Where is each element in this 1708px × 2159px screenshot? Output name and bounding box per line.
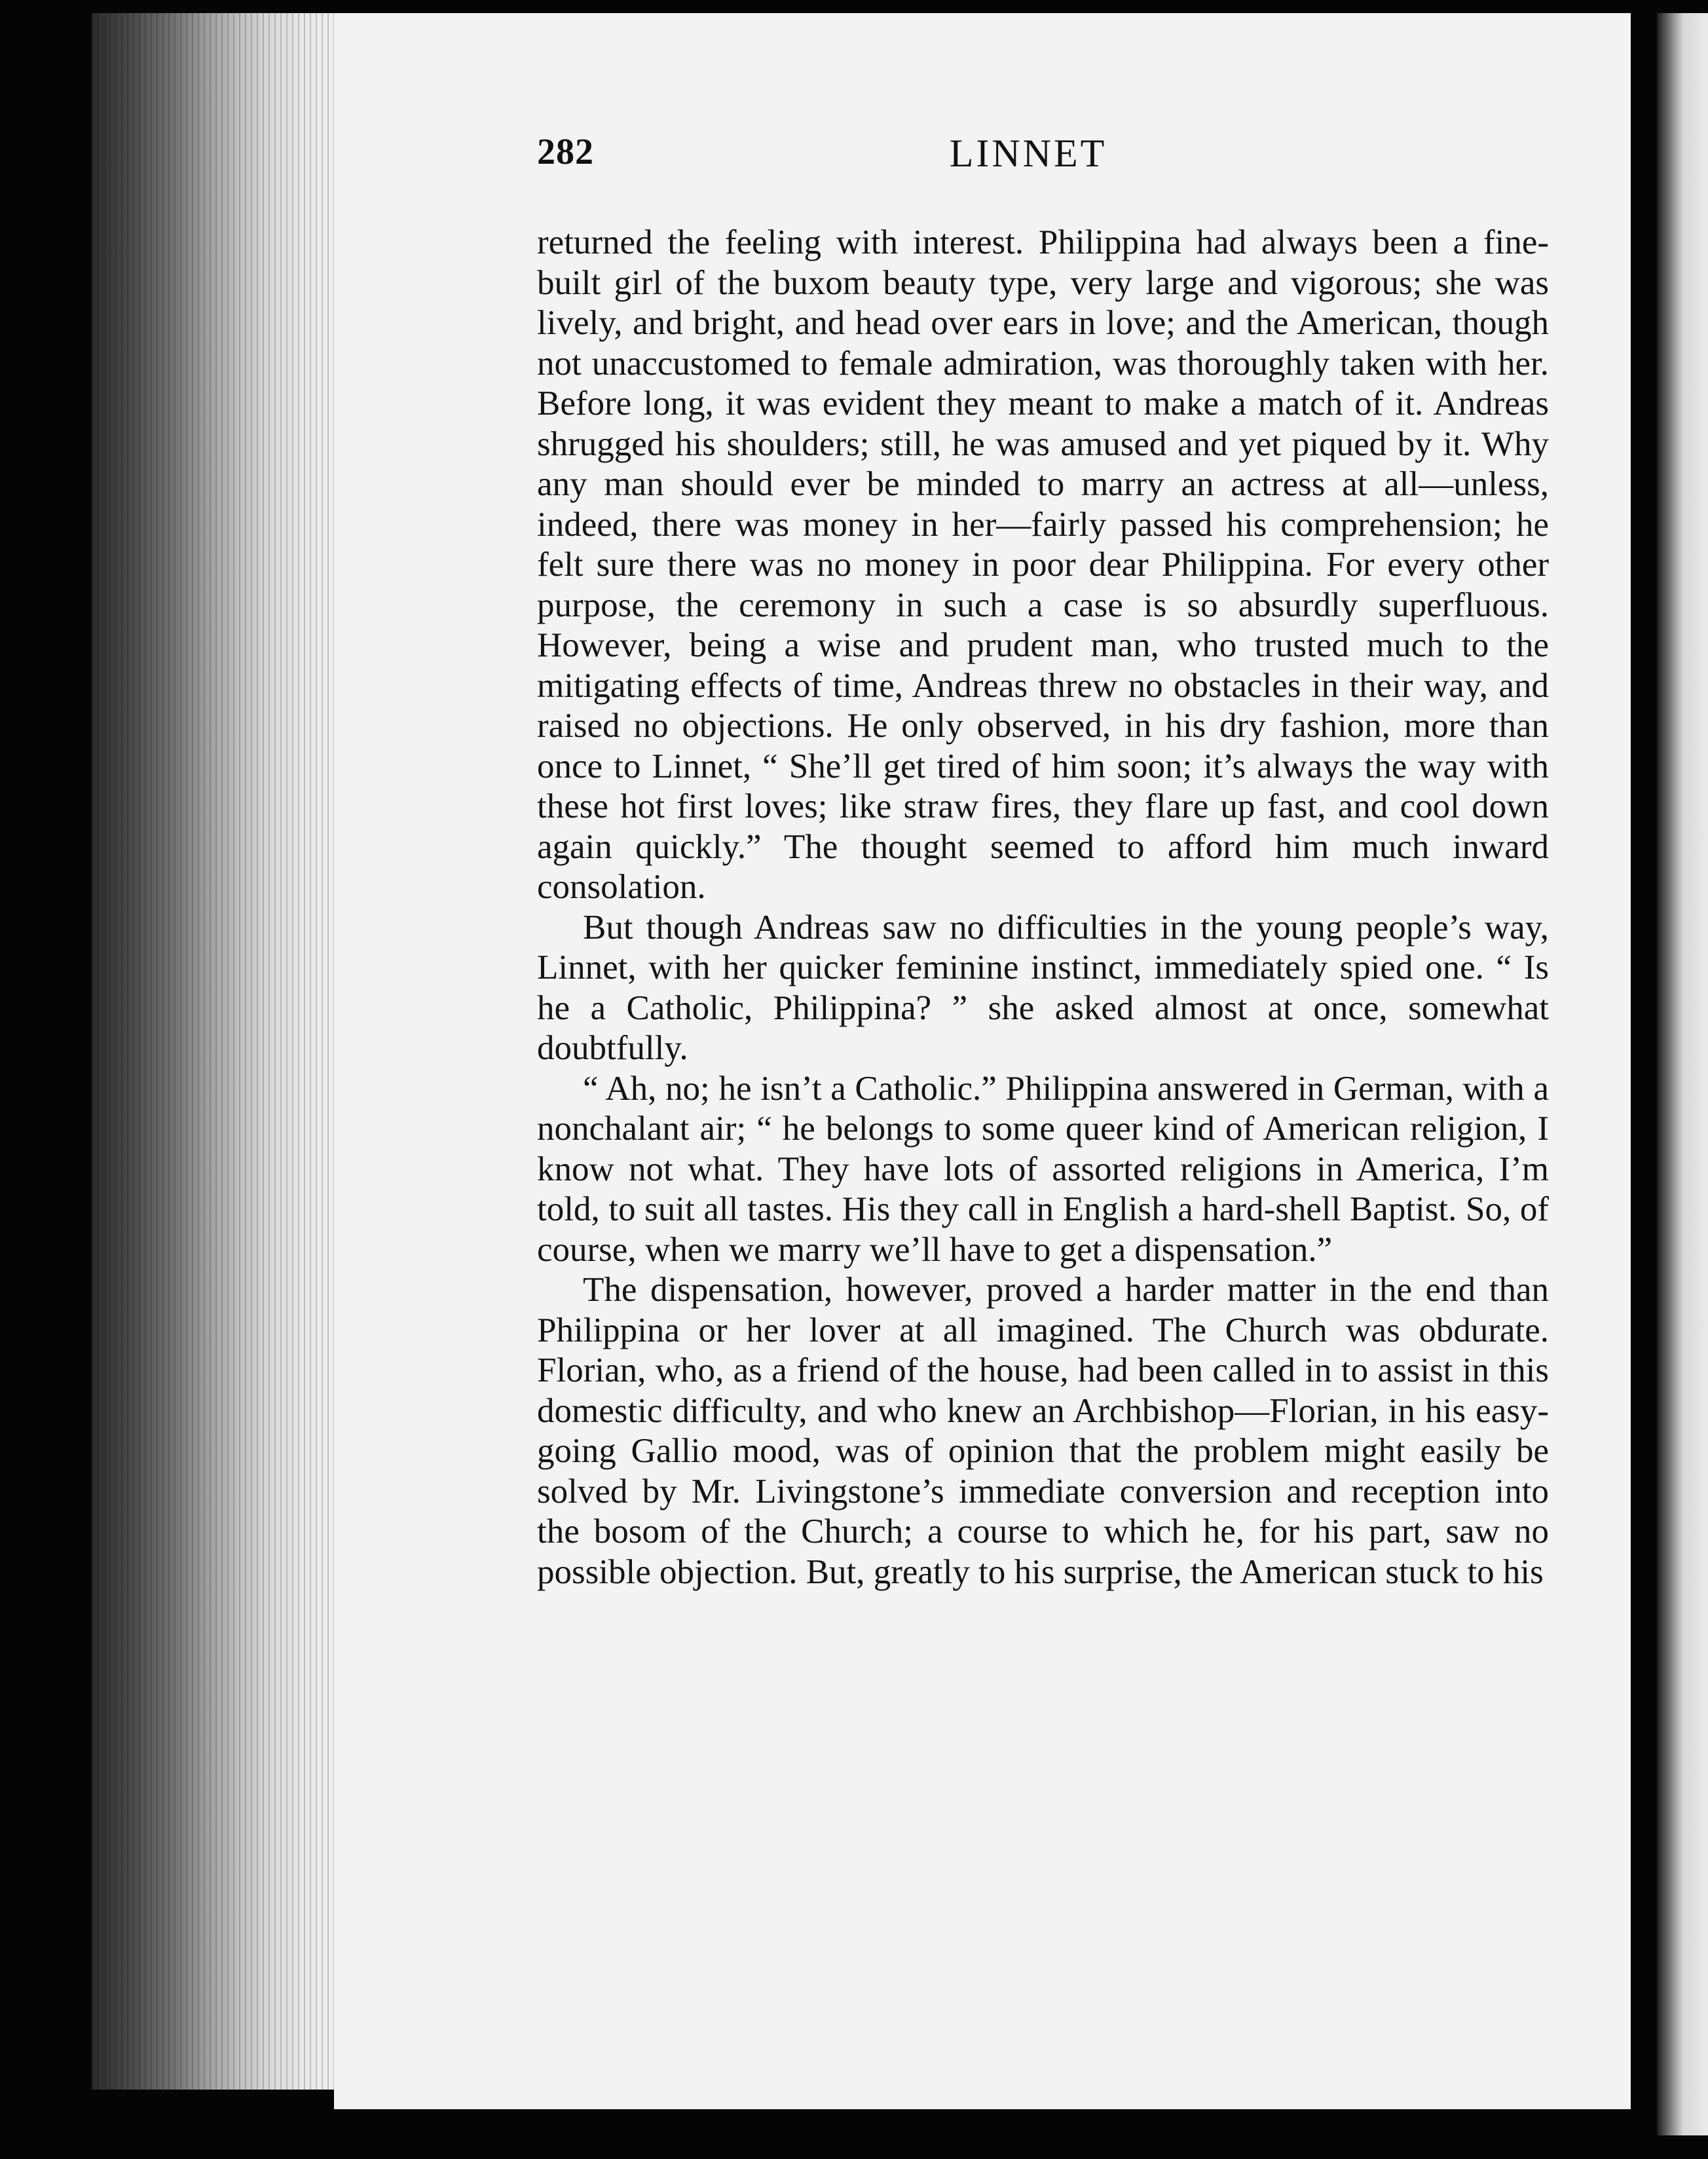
page-number: 282	[537, 132, 594, 172]
body-text	[537, 223, 1549, 1592]
book-page-edges	[92, 13, 341, 2090]
facing-page-edge	[1657, 13, 1708, 2135]
running-head	[537, 131, 1559, 183]
paragraph-2: But though Andreas saw no difficulties in the young people’s way, Linnet, with her quicker feminine instinct, immediately spied one. “ Is he a Catholic, Philippina? ” she asked almost at once, somewhat doubtfully.	[537, 908, 1549, 1067]
paragraph-4: The dispensation, however, proved a harder matter in the end than Philippina or her lover at all imagined. The Church was obdurate. Florian, who, as a friend of the house, had been called in to assist in this domestic difficulty, and who knew an Archbishop—Florian, in his easy-going Gallio mood, was of opinion that the problem might easily be solved by Mr. Livingstone’s immediate conversion and reception into the bosom of the Church; a course to which he, for his part, saw no possible objection. But, greatly to his surprise, the American stuck to his	[537, 1271, 1549, 1591]
paragraph-1: returned the feeling with interest. Philippina had always been a fine-built girl of the buxom beauty type, very large and vigorous; she was lively, and bright, and head over ears in love; and the American, though not unaccustomed to female admiration, was thoroughly taken with her. Before long, it was evident they meant to make a match of it. Andreas shrugged his shoulders; still, he was amused and yet piqued by it. Why any man should ever be minded to marry an actress at all—unless, indeed, there was money in her—fairly passed his comprehension; he felt sure there was no money in poor dear Philippina. For every other purpose, the ceremony in such a case is so absurdly superfluous. However, being a wise and prudent man, who trusted much to the mitigating effects of time, Andreas threw no obstacles in their way, and raised no objections. He only observed, in his dry fashion, more than once to Linnet, “ She’ll get tired of him soon; it’s always the way with these hot first loves; like straw fires, they flare up fast, and cool down again quickly.” The thought seemed to afford him much inward consolation.	[537, 223, 1549, 906]
paragraph-3: “ Ah, no; he isn’t a Catholic.” Philippina answered in German, with a nonchalant air; “ he belongs to some queer kind of American religion, I know not what. They have lots of assorted religions in America, I’m told, to suit all tastes. His they call in English a hard-shell Baptist. So, of course, when we marry we’ll have to get a dispensation.”	[537, 1069, 1549, 1269]
running-title: LINNET	[949, 132, 1107, 175]
